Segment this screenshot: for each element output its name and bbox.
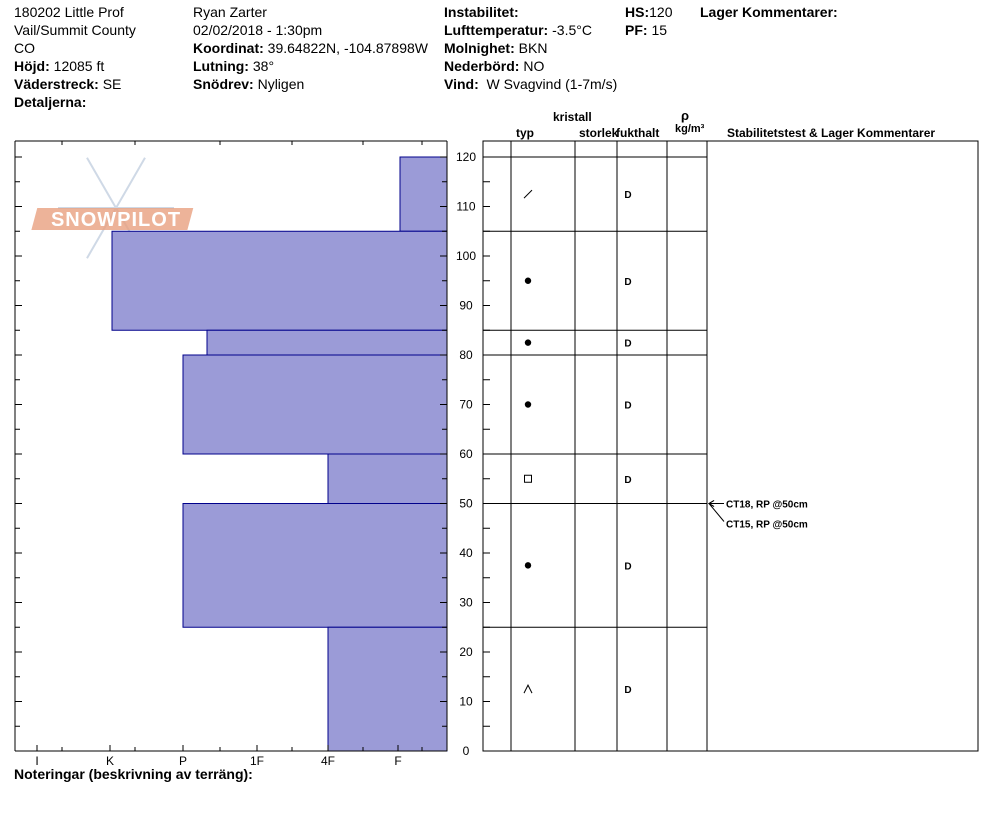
moisture-label: D <box>624 474 632 486</box>
stability-test-label: CT15, RP @50cm <box>726 519 808 531</box>
layer-comments-label: Lager Kommentarer: <box>700 4 838 20</box>
y-tick-label: 60 <box>459 447 473 461</box>
aspect-field: Väderstreck: SE <box>14 76 122 92</box>
type-header: typ <box>516 126 534 140</box>
air-temp-field: Lufttemperatur: -3.5°C <box>444 22 592 38</box>
y-tick-label: 20 <box>459 645 473 659</box>
grain-depth-hoar-icon <box>524 685 532 693</box>
hardness-bar <box>207 330 447 355</box>
stability-test-label: CT18, RP @50cm <box>726 499 808 511</box>
slope-field: Lutning: 38° <box>193 58 275 74</box>
x-tick-label: 1F <box>249 754 265 768</box>
wind-loading-field: Snödrev: Nyligen <box>193 76 305 92</box>
grain-round-icon <box>525 278 531 284</box>
y-tick-label: 90 <box>459 298 473 313</box>
y-tick-label: 110 <box>456 199 476 214</box>
site-name: 180202 Little Prof <box>14 4 124 20</box>
y-tick-label: 120 <box>455 150 477 164</box>
datetime: 02/02/2018 - 1:30pm <box>193 22 323 38</box>
y-tick-label: 100 <box>455 249 477 263</box>
region: Vail/Summit County <box>14 22 136 38</box>
y-tick-label: 50 <box>459 496 473 511</box>
elevation-field: Höjd: 12085 ft <box>14 58 105 74</box>
x-tick-label: K <box>105 754 115 768</box>
moisture-label: D <box>624 276 632 288</box>
details-label: Detaljerna: <box>14 94 87 110</box>
wind-field: Vind: W Svagvind (1-7m/s) <box>444 76 618 92</box>
density-symbol: ρ <box>681 108 690 123</box>
y-tick-label: 30 <box>459 595 473 610</box>
x-tick-label: P <box>178 754 188 768</box>
notes-label: Noteringar (beskrivning av terräng): <box>14 766 253 782</box>
logo-flake-arm <box>87 158 116 208</box>
precip-field: Nederbörd: NO <box>444 58 545 74</box>
y-tick-label: 10 <box>459 694 473 709</box>
hardness-bar <box>112 231 447 330</box>
moisture-header: fukthalt <box>616 126 660 140</box>
x-tick-label: F <box>394 754 402 768</box>
instability-label: Instabilitet: <box>444 4 519 20</box>
stability-header: Stabilitetstest & Lager Kommentarer <box>727 126 936 140</box>
hs-field: HS:120 <box>625 4 673 20</box>
size-header: storlek <box>579 126 619 140</box>
stability-leader <box>709 504 724 522</box>
state: CO <box>14 40 35 56</box>
x-tick-label: 4F <box>320 754 336 768</box>
logo-flake-arm <box>116 158 145 208</box>
logo-text: SNOWPILOT <box>50 209 182 231</box>
pf-field: PF: 15 <box>625 22 668 38</box>
grain-round-icon <box>525 401 531 407</box>
observer: Ryan Zarter <box>193 4 267 20</box>
moisture-label: D <box>624 190 632 202</box>
hardness-bar <box>400 157 447 231</box>
moisture-label: D <box>624 338 632 350</box>
moisture-label: D <box>624 400 632 412</box>
hardness-bar <box>328 627 447 751</box>
y-tick-label: 70 <box>459 397 473 412</box>
crystal-header: kristall <box>553 110 592 124</box>
sky-field: Molnighet: BKN <box>444 40 548 56</box>
density-unit: kg/m³ <box>675 123 705 135</box>
hardness-bar <box>183 504 447 628</box>
hardness-bar <box>328 454 447 504</box>
y-tick-label: 0 <box>462 744 470 758</box>
grain-precip-icon <box>524 190 532 198</box>
hardness-bar <box>183 355 447 454</box>
grain-round-icon <box>525 339 531 345</box>
moisture-label: D <box>624 561 632 573</box>
x-tick-label: I <box>35 754 39 768</box>
coordinate-field: Koordinat: 39.64822N, -104.87898W <box>193 40 428 56</box>
grain-round-icon <box>525 562 531 568</box>
y-tick-label: 80 <box>459 348 473 362</box>
grain-facet-icon <box>525 475 532 482</box>
moisture-label: D <box>624 685 632 697</box>
layer-table <box>483 141 978 751</box>
y-tick-label: 40 <box>459 546 473 560</box>
